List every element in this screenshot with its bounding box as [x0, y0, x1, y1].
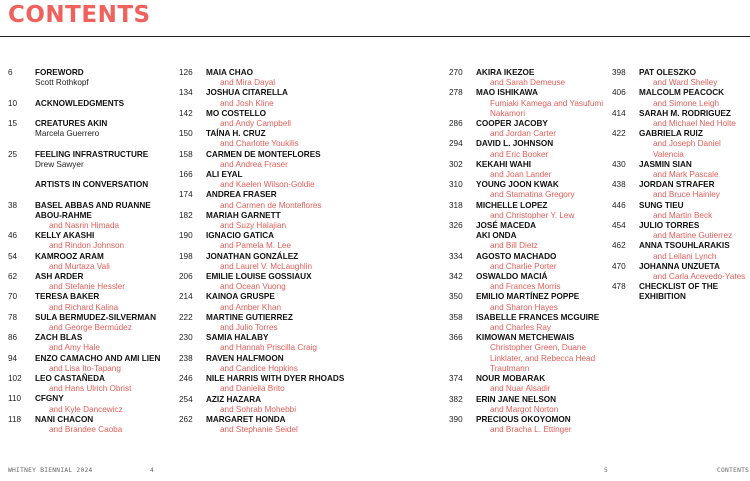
- toc-page-number: 102: [8, 374, 22, 384]
- toc-artist-name: DAVID L. JOHNSON: [476, 139, 554, 149]
- toc-entry: [179, 272, 349, 292]
- toc-entry: [449, 88, 609, 119]
- toc-entry: [612, 262, 750, 282]
- toc-page-number: 70: [8, 292, 18, 302]
- toc-page-number: 430: [612, 159, 626, 169]
- toc-artist-name: ANDREA FRASER: [206, 190, 277, 200]
- toc-list-2: [179, 68, 349, 435]
- toc-artist-name: MALCOLM PEACOCK: [639, 88, 725, 98]
- toc-conversation-partner: and Jordan Carter: [490, 129, 556, 139]
- toc-artist-name: CREATURES AKIN: [35, 118, 108, 128]
- toc-artist-name: SARAH M. RODRIGUEZ: [639, 108, 731, 118]
- toc-entry: [612, 160, 750, 180]
- toc-page-number: 6: [8, 68, 13, 77]
- toc-page-number: 398: [612, 68, 626, 77]
- toc-page-number: 78: [8, 312, 18, 322]
- toc-column-4: [612, 68, 750, 303]
- toc-page-number: 334: [449, 251, 463, 261]
- toc-conversation-partner: and Frances Morris: [490, 282, 561, 292]
- toc-conversation-partner: and Charlotte Youkilis: [220, 139, 299, 149]
- toc-artist-name: MICHELLE LOPEZ: [476, 200, 548, 210]
- toc-entry: [449, 252, 609, 272]
- toc-conversation-partner: and Sharon Hayes: [490, 302, 558, 312]
- toc-entry: [449, 415, 609, 435]
- toc-artist-name: ACKNOWLEDGMENTS: [35, 98, 125, 108]
- toc-entry: [179, 190, 349, 210]
- toc-conversation-partner: Drew Sawyer: [35, 159, 84, 169]
- toc-conversation-partner: and Richard Kalina: [49, 302, 119, 312]
- toc-entry: [449, 160, 609, 180]
- section-heading: ARTISTS IN CONVERSATION: [35, 180, 149, 190]
- toc-entry: [8, 201, 176, 232]
- toc-page-number: 342: [449, 272, 463, 282]
- toc-artist-name: MARTINE GUTIERREZ: [206, 312, 293, 322]
- toc-conversation-partner: and Josh Kline: [220, 98, 274, 108]
- toc-artist-name: ZACH BLAS: [35, 333, 83, 343]
- toc-entry: [449, 231, 609, 251]
- front-matter-list: [8, 68, 176, 180]
- toc-conversation-partner: and Lisa Ito-Tapang: [49, 363, 121, 373]
- toc-artist-name: MARIAH GARNETT: [206, 210, 281, 220]
- toc-artist-name: YOUNG JOON KWAK: [476, 180, 559, 190]
- toc-conversation-partner: and Stefanie Hessler: [49, 282, 126, 292]
- toc-conversation-partner: and Amy Hale: [49, 343, 100, 353]
- toc-page-number: 94: [8, 353, 18, 363]
- toc-artist-name: EMILIO MARTÍNEZ POPPE: [476, 292, 580, 302]
- toc-conversation-partner: and Rindon Johnson: [49, 241, 125, 251]
- toc-entry: [8, 231, 176, 251]
- toc-artist-name: AKIRA IKEZOE: [476, 68, 535, 77]
- toc-entry: [8, 292, 176, 312]
- toc-conversation-partner: and Ocean Vuong: [220, 282, 286, 292]
- toc-artist-name: SAMIA HALABY: [206, 333, 269, 343]
- toc-artist-name: RAVEN HALFMOON: [206, 353, 284, 363]
- toc-entry: [179, 292, 349, 312]
- toc-artist-name: ISABELLE FRANCES MCGUIRE: [476, 312, 600, 322]
- toc-page-number: 62: [8, 271, 18, 281]
- toc-page-number: 230: [179, 333, 193, 343]
- toc-page-number: 350: [449, 292, 463, 302]
- toc-page-number: 438: [612, 180, 626, 190]
- title-rule: [0, 36, 750, 37]
- toc-conversation-partner: and Julio Torres: [220, 323, 278, 333]
- toc-entry: [8, 313, 176, 333]
- toc-entry: [612, 88, 750, 108]
- toc-entry: [8, 150, 176, 170]
- toc-entry: [449, 292, 609, 312]
- toc-artist-name: ERIN JANE NELSON: [476, 394, 557, 404]
- toc-page-number: 126: [179, 68, 193, 77]
- toc-page-number: 262: [179, 414, 193, 424]
- toc-column-2: [179, 68, 349, 435]
- toc-entry: [8, 354, 176, 374]
- toc-conversation-partner: and Bill Dietz: [490, 241, 538, 251]
- toc-entry: [449, 374, 609, 394]
- toc-page-number: 15: [8, 118, 18, 128]
- toc-entry: [179, 129, 349, 149]
- toc-page-number: 422: [612, 129, 626, 139]
- toc-page-number: 190: [179, 231, 193, 241]
- toc-conversation-partner: and Andy Campbell: [220, 119, 292, 129]
- toc-entry: [8, 68, 176, 88]
- spacer: [8, 88, 176, 98]
- toc-artist-name: NILE HARRIS WITH DYER RHOADS: [206, 374, 345, 384]
- toc-conversation-partner: and Nuar Alsadir: [490, 384, 551, 394]
- toc-artist-name: EMILIE LOUISE GOSSIAUX: [206, 272, 312, 282]
- toc-conversation-partner: and Candice Hopkins: [220, 363, 298, 373]
- toc-entry: [8, 99, 176, 109]
- toc-page-number: 478: [612, 282, 626, 292]
- toc-page-number: 294: [449, 139, 463, 149]
- toc-page-number: 414: [612, 108, 626, 118]
- toc-conversation-partner: and Suzy Halajian: [220, 221, 286, 231]
- toc-entry: [179, 395, 349, 415]
- toc-conversation-partner: Scott Rothkopf: [35, 78, 89, 88]
- toc-page-number: 254: [179, 394, 193, 404]
- toc-page-number: 358: [449, 312, 463, 322]
- toc-page-number: 390: [449, 414, 463, 424]
- toc-page-number: 302: [449, 159, 463, 169]
- toc-artist-name: JOHANNA UNZUETA: [639, 261, 720, 271]
- toc-page-number: 166: [179, 170, 193, 180]
- toc-conversation-partner: and Bruce Hainley: [653, 190, 720, 200]
- toc-conversation-partner: and Kaelen Wilson-Goldie: [220, 180, 315, 190]
- toc-entry: [449, 139, 609, 159]
- toc-conversation-partner: and Joan Lander: [490, 170, 552, 180]
- toc-conversation-partner: and Mira Dayal: [220, 78, 276, 88]
- toc-conversation-partner: and Eric Booker: [490, 149, 549, 159]
- toc-page-number: 246: [179, 374, 193, 384]
- toc-page-number: 86: [8, 333, 18, 343]
- toc-entry: [179, 354, 349, 374]
- toc-entry: [8, 119, 176, 139]
- toc-entry: [612, 201, 750, 221]
- toc-entry: [179, 88, 349, 108]
- toc-page-number: 382: [449, 394, 463, 404]
- toc-conversation-partner: and George Bermúdez: [49, 323, 132, 332]
- toc-artist-name: ALI EYAL: [206, 170, 243, 180]
- toc-artist-name: CHECKLIST OF THE EXHIBITION: [639, 282, 719, 302]
- spacer: [8, 139, 176, 149]
- toc-artist-name: BASEL ABBAS AND RUANNE ABOU-RAHME: [35, 200, 151, 220]
- toc-entry: [179, 333, 349, 353]
- toc-column-3: [449, 68, 609, 435]
- toc-entry: [612, 109, 750, 129]
- toc-entry: [449, 272, 609, 292]
- toc-conversation-partner: and Brandee Caoba: [49, 425, 123, 435]
- toc-artist-name: CARMEN DE MONTEFLORES: [206, 149, 321, 159]
- toc-artist-name: FOREWORD: [35, 68, 84, 77]
- footer-right-page: 5: [604, 467, 609, 474]
- toc-conversation-partner: and Nasrin Himada: [49, 220, 120, 230]
- toc-artist-name: KEKAHI WAHI: [476, 159, 532, 169]
- toc-page-number: 374: [449, 374, 463, 384]
- toc-conversation-partner: and Sohrab Mohebbi: [220, 404, 297, 414]
- toc-entry: [179, 415, 349, 435]
- toc-conversation-partner: and Mark Pascale: [653, 170, 719, 180]
- toc-conversation-partner: and Stephanie Seidel: [220, 425, 298, 435]
- toc-entry: [449, 68, 609, 88]
- toc-entry: [179, 374, 349, 394]
- toc-artist-name: TAÍNA H. CRUZ: [206, 129, 266, 139]
- toc-entry: [8, 415, 176, 435]
- toc-conversation-partner: and Charlie Porter: [490, 261, 557, 271]
- toc-artist-name: ANNA TSOUHLARAKIS: [639, 241, 730, 251]
- toc-entry: [8, 333, 176, 353]
- toc-artist-name: AZIZ HAZARA: [206, 394, 262, 404]
- toc-conversation-partner: and Martin Beck: [653, 210, 713, 220]
- toc-artist-name: GABRIELA RUIZ: [639, 129, 703, 139]
- toc-artist-name: JOSHUA CITARELLA: [206, 88, 288, 98]
- toc-conversation-partner: and Hans Ulrich Obrist: [49, 384, 132, 394]
- section-heading-entry: [8, 180, 176, 190]
- toc-artist-name: JASMIN SIAN: [639, 159, 692, 169]
- toc-conversation-partner: and Sarah Demeuse: [490, 78, 566, 88]
- toc-conversation-partner: and Carmen de Monteflores: [220, 200, 322, 210]
- toc-page-number: 270: [449, 68, 463, 77]
- toc-conversation-partner: and Margot Norton: [490, 404, 559, 414]
- toc-artist-name: AKI ONDA: [476, 231, 517, 241]
- toc-page-number: 134: [179, 88, 193, 98]
- toc-entry: [449, 313, 609, 333]
- toc-conversation-partner: and Pamela M. Lee: [220, 241, 292, 251]
- page-title: CONTENTS: [8, 2, 151, 28]
- toc-conversation-partner: and Martine Gutierrez: [653, 231, 733, 241]
- spacer: [8, 170, 176, 180]
- toc-page-number: 214: [179, 292, 193, 302]
- toc-page-number: 158: [179, 149, 193, 159]
- toc-artist-name: MAO ISHIKAWA: [476, 88, 538, 98]
- toc-list-4: [612, 68, 750, 303]
- toc-page-number: 150: [179, 129, 193, 139]
- toc-entry: [449, 333, 609, 374]
- toc-page-number: 366: [449, 333, 463, 343]
- toc-artist-name: NANI CHACON: [35, 414, 94, 424]
- toc-artist-name: IGNACIO GATICA: [206, 231, 275, 241]
- toc-page-number: 206: [179, 272, 193, 282]
- toc-page-number: 118: [8, 414, 22, 424]
- toc-artist-name: KIMOWAN METCHEWAIS: [476, 333, 575, 343]
- toc-artist-name: SULA BERMUDEZ-SILVERMAN: [35, 312, 156, 322]
- toc-artist-name: JOSÉ MACEDA: [476, 221, 537, 231]
- toc-artist-name: AGOSTO MACHADO: [476, 251, 557, 261]
- toc-page-number: 406: [612, 88, 626, 98]
- toc-artist-name: JULIO TORRES: [639, 221, 700, 231]
- toc-conversation-partner: and Leilani Lynch: [653, 251, 717, 261]
- toc-conversation-partner: and Carla Acevedo-Yates: [653, 272, 746, 282]
- toc-artist-name: JORDAN STRAFER: [639, 180, 715, 190]
- toc-entry: [612, 282, 750, 302]
- toc-page-number: 198: [179, 251, 193, 261]
- toc-list-1: [8, 201, 176, 436]
- toc-conversation-partner: and Bracha L. Ettinger: [490, 425, 572, 435]
- toc-conversation-partner: and Christopher Y. Lew: [490, 210, 575, 220]
- toc-conversation-partner: and Joseph Daniel Valencia: [653, 139, 721, 159]
- toc-artist-name: SUNG TIEU: [639, 200, 684, 210]
- spacer: [8, 109, 176, 119]
- toc-page-number: 110: [8, 394, 22, 404]
- toc-artist-name: COOPER JACOBY: [476, 119, 548, 129]
- toc-conversation-partner: Marcela Guerrero: [35, 129, 100, 139]
- toc-page-number: 462: [612, 241, 626, 251]
- footer-left-title: WHITNEY BIENNIAL 2024: [8, 467, 93, 474]
- toc-artist-name: MO COSTELLO: [206, 108, 267, 118]
- toc-page-number: 446: [612, 200, 626, 210]
- toc-conversation-partner: and Murtaza Vali: [49, 261, 110, 271]
- toc-conversation-partner: and Daniella Brito: [220, 384, 285, 394]
- toc-page-number: 278: [449, 88, 463, 98]
- toc-artist-name: MAIA CHAO: [206, 68, 253, 77]
- toc-page-number: 174: [179, 190, 193, 200]
- toc-artist-name: KELLY AKASHI: [35, 231, 95, 241]
- toc-entry: [179, 109, 349, 129]
- toc-artist-name: LEO CASTAÑEDA: [35, 374, 105, 384]
- toc-column-1: [8, 68, 176, 435]
- toc-entry: [449, 395, 609, 415]
- toc-artist-name: KAMROOZ ARAM: [35, 251, 104, 261]
- toc-entry: [179, 211, 349, 231]
- toc-conversation-partner: Christopher Green, Duane Linklater, and Rebecca Head Trautmann: [490, 343, 596, 373]
- toc-conversation-partner: and Kyle Dancewicz: [49, 404, 123, 414]
- toc-conversation-partner: and Ward Shelley: [653, 78, 718, 88]
- footer-right-title: CONTENTS: [717, 467, 750, 474]
- toc-artist-name: PRECIOUS OKOYOMON: [476, 414, 571, 424]
- toc-entry: [179, 252, 349, 272]
- toc-entry: [612, 68, 750, 88]
- toc-artist-name: ENZO CAMACHO AND AMI LIEN: [35, 353, 161, 363]
- toc-entry: [449, 201, 609, 221]
- toc-page-number: 46: [8, 231, 18, 241]
- toc-entry: [8, 272, 176, 292]
- toc-entry: [179, 170, 349, 190]
- toc-artist-name: PAT OLESZKO: [639, 68, 697, 77]
- toc-artist-name: TERESA BAKER: [35, 292, 100, 302]
- toc-entry: [8, 252, 176, 272]
- toc-artist-name: OSWALDO MACIÁ: [476, 272, 548, 282]
- toc-page-number: 310: [449, 180, 463, 190]
- toc-conversation-partner: and Amber Khan: [220, 302, 281, 312]
- toc-artist-name: ASH ARDER: [35, 271, 84, 281]
- toc-page-number: 38: [8, 200, 18, 210]
- toc-entry: [612, 180, 750, 200]
- toc-conversation-partner: and Michael Ned Holte: [653, 119, 736, 129]
- toc-page-number: 286: [449, 119, 463, 129]
- toc-entry: [449, 221, 609, 231]
- toc-entry: [179, 313, 349, 333]
- toc-artist-name: NOUR MOBARAK: [476, 374, 546, 384]
- toc-conversation-partner: and Laurel V. McLaughlin: [220, 261, 313, 271]
- toc-entry: [449, 180, 609, 200]
- toc-entry: [179, 231, 349, 251]
- toc-conversation-partner: and Simone Leigh: [653, 98, 720, 108]
- toc-page-number: 142: [179, 108, 193, 118]
- toc-conversation-partner: and Charles Ray: [490, 323, 551, 333]
- spacer: [8, 190, 176, 200]
- toc-artist-name: KAINOA GRUSPE: [206, 292, 275, 302]
- toc-artist-name: CFGNY: [35, 394, 64, 404]
- toc-conversation-partner: and Andrea Fraser: [220, 159, 288, 169]
- toc-page-number: 10: [8, 98, 18, 108]
- toc-artist-name: MARGARET HONDA: [206, 414, 286, 424]
- toc-entry: [612, 241, 750, 261]
- toc-entry: [179, 150, 349, 170]
- toc-page-number: 326: [449, 221, 463, 231]
- toc-entry: [449, 119, 609, 139]
- toc-entry: [612, 221, 750, 241]
- toc-artist-name: JONATHAN GONZÁLEZ: [206, 251, 299, 261]
- toc-conversation-partner: and Stamatina Gregory: [490, 190, 575, 200]
- toc-entry: [612, 129, 750, 160]
- toc-entry: [8, 374, 176, 394]
- toc-page-number: 182: [179, 210, 193, 220]
- toc-page-number: 454: [612, 221, 626, 231]
- toc-entry: [8, 394, 176, 414]
- toc-page-number: 318: [449, 200, 463, 210]
- toc-entry: [179, 68, 349, 88]
- toc-page-number: 25: [8, 149, 18, 159]
- toc-page-number: 238: [179, 353, 193, 363]
- footer-left-page: 4: [150, 467, 155, 474]
- toc-conversation-partner: Fumiaki Kamega and Yasufumi Nakamori: [490, 98, 604, 118]
- toc-conversation-partner: and Hannah Priscilla Craig: [220, 343, 317, 353]
- toc-page-number: 222: [179, 312, 193, 322]
- toc-page-number: 470: [612, 261, 626, 271]
- toc-list-3: [449, 68, 609, 435]
- toc-page-number: 54: [8, 251, 18, 261]
- toc-artist-name: FEELING INFRASTRUCTURE: [35, 149, 149, 159]
